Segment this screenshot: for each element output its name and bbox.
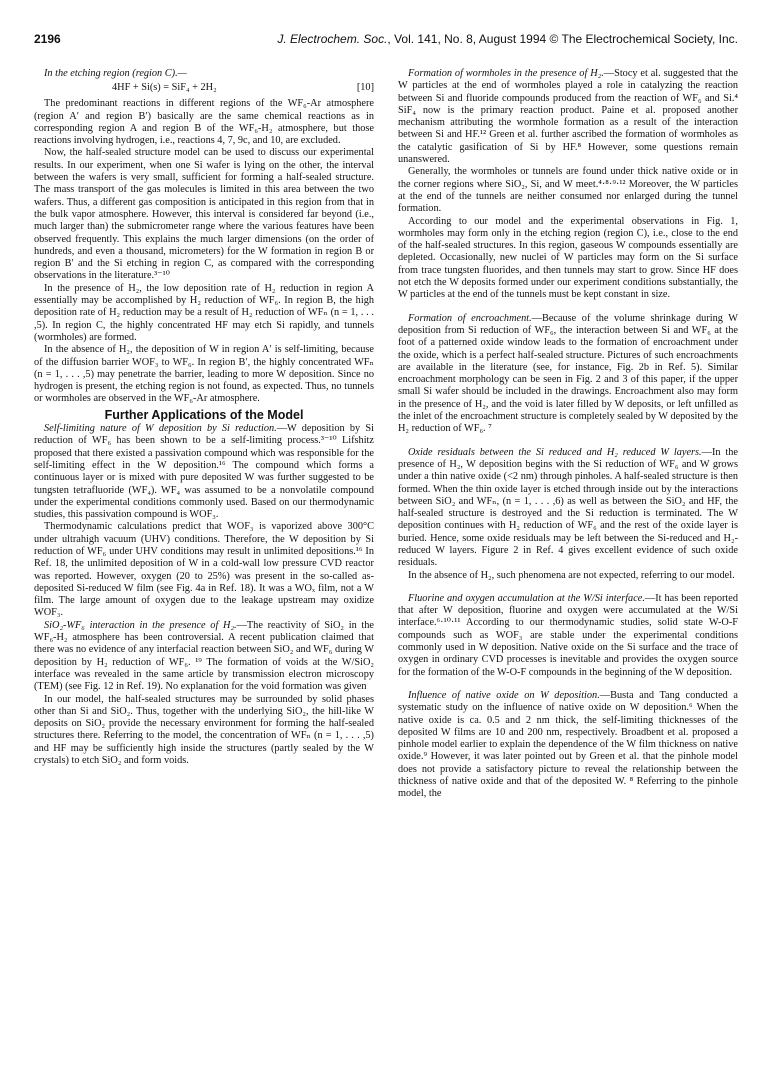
- run-in-heading: Self-limiting nature of W deposition by Si reduction.: [44, 423, 277, 435]
- paragraph-text: —The reactivity of SiO₂ in the WF₆-H₂ atmosphere has been controversial. A recent publication claimed that there was no evidence of any interfacial reaction between SiO₂ and WF₆ during W deposition by H₂ reduction of WF₆. ¹⁹ The formation of voids at the W/SiO₂ interface was revealed in the same article by transmission electron microscopy (TEM) (see Fig. 12 in Ref. 19). No explanation for the void formation was given: [34, 619, 374, 693]
- run-in-heading: Influence of native oxide on W deposition.: [408, 689, 600, 701]
- paragraph: According to our model and the experimental observations in Fig. 1, wormholes may form only in the etching region (region C), i.e., close to the end of the half-sealed structures. In this region, gaseous W compounds essentially are depleted. Occasionally, new nuclei of W particles may form on the Si surface from trace tungsten fluorides, and then tunnels may start to grow. Since HF does not etch the W deposits formed under our experiment conditions substantially, the W particles at the end of the tunnels must be kept constant in size.: [398, 215, 738, 301]
- paragraph: The predominant reactions in different regions of the WF₆-Ar atmosphere (region A′ and region B′) basically are the same chemical reactions as in corresponding region A and region B of the WF₆-H₂ atmosphere, but those reactions involving hydrogen, i.e., reactions 4, 7, 9c, and 10, are excluded.: [34, 98, 374, 147]
- paragraph: [34, 620, 374, 694]
- paragraph: In the absence of H₂, the deposition of W in region A′ is self-limiting, because of the diffusion barrier WOF₃ to WF₆. In region B′, the highly concentrated WFₙ (n = 1, . . . ,5) may penetrate the barrier, leading to more W deposition. Since no hydrogen is present, the etching region is not found, as expected. Thus, no tunnels or wormholes are observed in the WF₆-Ar atmosphere.: [34, 344, 374, 405]
- paragraph-text: —Busta and Tang conducted a systematic study on the influence of native oxide on W deposition.⁶ When the native oxide is ca. 0.5 and 2 nm thick, the self-limiting thicknesses of the deposited W films are 10 and 200 nm, respectively. Broadbent et al. proposed a pinhole model earlier to explain the dependence of the W film thickness on native oxide.⁹ However, it was later pointed out by Green et al. that the pinhole model does not provide a satisfactory picture to reveal the relationship between the thickness of native oxide and that of the deposited W. ⁸ Referring to the pinhole model, the: [398, 689, 738, 800]
- paragraph-text: —W deposition by Si reduction of WF₆ has been shown to be a self-limiting process.³⁻¹⁰ Lifshitz proposed that there existed a passivation compound which was responsible for the self-limiting effect in the W deposition.¹⁶ The compound which forms a continuous layer or is mixed with pure deposited W was further suggested to be tungsten tetrafluoride (WF₄). WF₄ was assumed to be a nonvolatile compound under the experimental conditions commonly used. Based on our thermodynamic studies, this passivation compound is WOF₃.: [34, 423, 374, 521]
- journal-citation: [277, 32, 738, 46]
- paragraph: [398, 313, 738, 436]
- spacer: [398, 302, 738, 313]
- paragraph: In the presence of H₂, the low deposition rate of H₂ reduction in region A essentially may be accomplished by H₂ reduction of WF₆. In region B, the high deposition rate of H₂ reduction may be a result of H₂ reduction of WFₙ (n = 1, . . . ,5). In region C, the highly concentrated HF may etch Si rapidly, and tunnels (wormholes) are formed.: [34, 282, 374, 343]
- right-column: [398, 68, 738, 801]
- paragraph: [398, 593, 738, 679]
- paragraph: [34, 423, 374, 521]
- paragraph: In the absence of H₂, such phenomena are not expected, referring to our model.: [408, 569, 735, 581]
- run-in-heading: Formation of encroachment.: [408, 312, 532, 324]
- paragraph-text: —Stocy et al. suggested that the W particles at the end of wormholes played a role in catalyzing the reaction between Si and fluoride compounds produced from the reaction of WF₆ and Si.⁴ SiF₄ now is the primary reaction product. Paine et al. proposed another mechanism attributing the wormhole formation as a result of the interaction between Si and HF.¹² Green et al. further ascribed the formation of wormholes as the catalytic gasification of Si by HF.⁸ However, some questions remain unanswered.: [398, 68, 738, 166]
- journal-issue: , Vol. 141, No. 8, August 1994 © The Electrochemical Society, Inc.: [387, 32, 738, 46]
- page-number: 2196: [34, 32, 61, 46]
- page-header: [34, 32, 738, 54]
- equation-number: [10]: [356, 82, 374, 94]
- run-in-heading: Formation of wormholes in the presence of H₂.: [408, 68, 604, 79]
- section-heading: Further Applications of the Model: [104, 407, 304, 422]
- run-in-heading: Oxide residuals between the Si reduced and H₂ reduced W layers.: [408, 446, 702, 458]
- spacer: [398, 436, 738, 447]
- paragraph-text: —It has been reported that after W deposition, fluorine and oxygen were accumulated at the W/Si interface.⁶·¹⁰·¹¹ According to our thermodynamic studies, solid state W-O-F compounds such as WOF₃ are stable under the experimental conditions commonly used in W deposition. Native oxide on the Si surface and the trace of oxygen in ordinary CVD processes is inevitable and provides the oxygen source for the formation of the W-O-F compounds in the beginning of the W deposition.: [398, 592, 738, 678]
- paragraph: Generally, the wormholes or tunnels are found under thick native oxide or in the corner regions where SiO₂, Si, and W meet.⁴·⁸·⁹·¹² Moreover, the W particles at the end of the tunnels are neither consumed nor enlarged during the tunnel formation.: [398, 166, 738, 215]
- run-in-heading: SiO₂-WF₆ interaction in the presence of H₂.: [44, 619, 237, 631]
- etching-region-heading: In the etching region (region C).—: [44, 68, 187, 79]
- paragraph: Now, the half-sealed structure model can be used to discuss our experimental results. In our experiment, when one Si wafer is lying on the other, the interval between the wafers is very small, sufficient for forming a half-sealed structure. The mass transport of the gas molecules is limited in this area between the two wafers. Thus, a different gas composition is anticipated in this region from that in the bulk vapor atmosphere. However, this interval is considered far beyond (i.e., much larger than) the submicrometer range where the various features have been observed frequently. This explains the much larger dimensions (on the order of hundreds, and even a thousand, micrometers) for the W formation in region B or region B′ and the Si etching in region C, as compared with the corresponding observations in the literature.³⁻¹⁰: [34, 147, 374, 282]
- paragraph: [398, 447, 738, 570]
- spacer: [398, 679, 738, 690]
- paragraph: [398, 690, 738, 801]
- paragraph-text: —In the presence of H₂, W deposition begins with the Si reduction of WF₆ and W grows under a thin native oxide (<2 nm) through pinholes. A half-sealed structure is then formed. When the thin oxide layer is etched through inside out by the interactions between SiO₂ and WFₙ, (n = 1, . . . ,6) as well as between the SiO₂ and HF, the half-sealed structure is destroyed and the Si reduction is terminated. The W deposition continues with H₂ reduction of WF₆ and the rest of the oxide layer is buried. Hence, some oxide residuals may be left between the Si-reduced and H₂-reduced W layers. Figure 2 in Ref. 4 gives excellent evidence of such oxide residuals.: [398, 446, 738, 569]
- paragraph: [398, 68, 738, 166]
- run-in-heading: Fluorine and oxygen accumulation at the W/Si interface.: [408, 592, 645, 604]
- paragraph: Thermodynamic calculations predict that WOF₃ is vaporized above 300°C under ultrahigh vacuum (UHV) conditions. Therefore, the W deposition by Si reduction of WF₆ under UHV conditions may result in unlimited depositions.¹⁶ In Ref. 18, the unlimited deposition of W in a cold-wall low pressure CVD reactor was reported. However, oxygen (20 to 25%) was present in the so-called as-deposited Si-reduced W film (see Fig. 4a in Ref. 18). It was a WOₓ film, not a W film. The large amount of oxygen due to the leakage upstream may oxidize WOF₃.: [34, 521, 374, 619]
- spacer: [398, 582, 738, 593]
- two-column-body: [34, 68, 738, 801]
- left-column: [34, 68, 374, 801]
- paragraph: In our model, the half-sealed structures may be surrounded by solid phases other than Si and SiO₂. Thus, together with the underlying SiO₂, the hill-like W deposits on SiO₂ provide the necessary environment for forming the half-sealed structures there. Referring to the model, the concentration of WFₙ (n = 1, . . . ,5) and HF may be sufficiently high inside the structures (partly sealed by the W crystals) to etch SiO₂ and form voids.: [34, 693, 374, 767]
- paragraph-text: —Because of the volume shrinkage during W deposition from Si reduction of WF₆, the interaction between Si and WF₆ at the foot of a patterned oxide window leads to the formation of encroachment under the oxide, which is a perfect half-sealed structure. Pictures of such encroachments are available in the literature (see, for instance, Fig. 2b in Ref. 5). Similar encroachment morphology can be seen in Fig. 2 and 3 of this paper, if the upper small Si wafer should be included in the drawings. Encroachment also may form in the presence of H₂, and the void is later filled by W deposits, or left unfilled as the inlet of the encroachment structure is completely sealed by W deposited by the H₂ reduction of WF₆. ⁷: [398, 312, 738, 435]
- journal-name: J. Electrochem. Soc.: [277, 32, 388, 46]
- equation-formula: 4HF + Si(s) = SiF₄ + 2H₂: [112, 82, 217, 94]
- equation-10: [34, 82, 374, 96]
